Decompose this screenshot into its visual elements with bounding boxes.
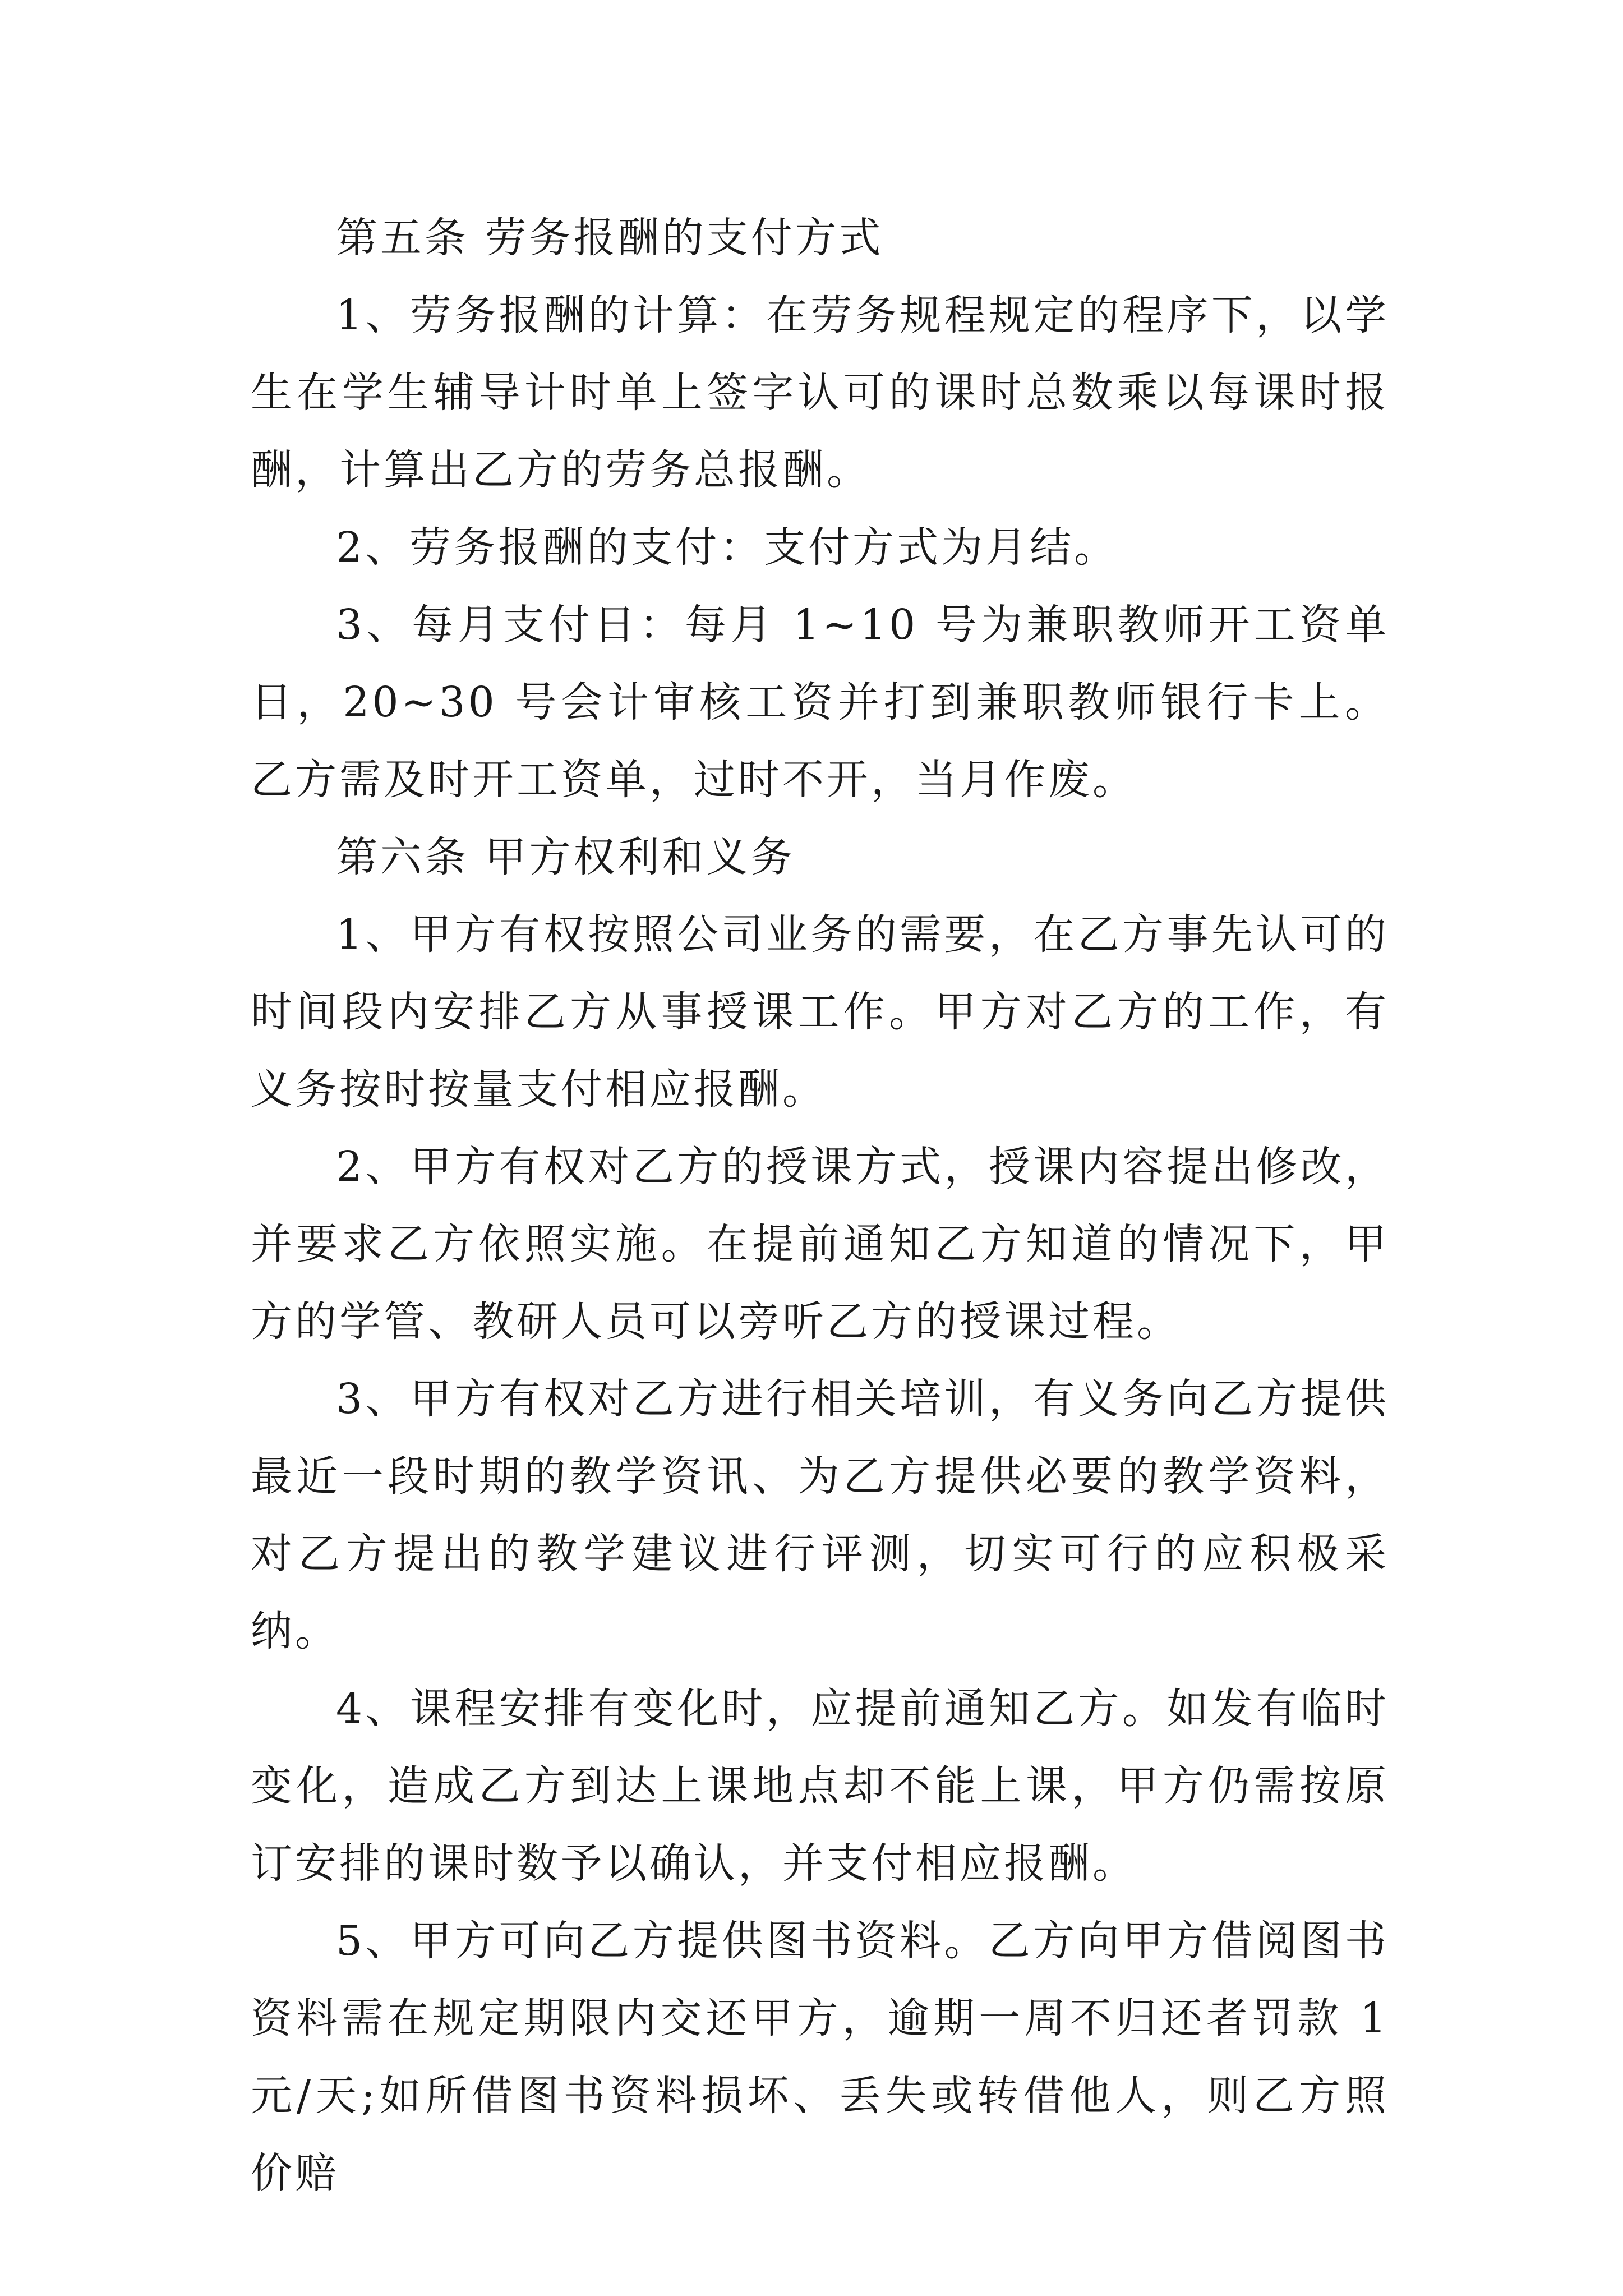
paragraph-6-4: 4、课程安排有变化时，应提前通知乙方。如发有临时变化，造成乙方到达上课地点却不能上课，甲方仍需按原订安排的课时数予以确认，并支付相应报酬。: [251, 1685, 1389, 1888]
paragraph-6-5: 5、甲方可向乙方提供图书资料。乙方向甲方借阅图书资料需在规定期限内交还甲方，逾期一周不归还者罚款 1 元/天;如所借图书资料损坏、丢失或转借他人，则乙方照价赔: [251, 1917, 1389, 2197]
paragraph-6-2: 2、甲方有权对乙方的授课方式，授课内容提出修改，并要求乙方依照实施。在提前通知乙方知道的情况下，甲方的学管、教研人员可以旁听乙方的授课过程。: [251, 1143, 1389, 1346]
document-body: [251, 199, 1389, 2212]
paragraph-6-1: 1、甲方有权按照公司业务的需要，在乙方事先认可的时间段内安排乙方从事授课工作。甲方对乙方的工作，有义务按时按量支付相应报酬。: [251, 910, 1389, 1114]
paragraph-5-3: 3、每月支付日：每月 1~10 号为兼职教师开工资单日，20~30 号会计审核工资并打到兼职教师银行卡上。乙方需及时开工资单，过时不开，当月作废。: [251, 601, 1389, 804]
paragraph-5-2: 2、劳务报酬的支付：支付方式为月结。: [336, 523, 1119, 572]
section-heading-6: 第六条 甲方权利和义务: [336, 833, 795, 881]
paragraph-6-3: 3、甲方有权对乙方进行相关培训，有义务向乙方提供最近一段时期的教学资讯、为乙方提供必要的教学资料，对乙方提出的教学建议进行评测，切实可行的应积极采纳。: [251, 1375, 1389, 1655]
paragraph-5-1: 1、劳务报酬的计算：在劳务规程规定的程序下，以学生在学生辅导计时单上签字认可的课时总数乘以每课时报酬，计算出乙方的劳务总报酬。: [251, 291, 1389, 494]
section-heading-5: 第五条 劳务报酬的支付方式: [336, 214, 884, 262]
